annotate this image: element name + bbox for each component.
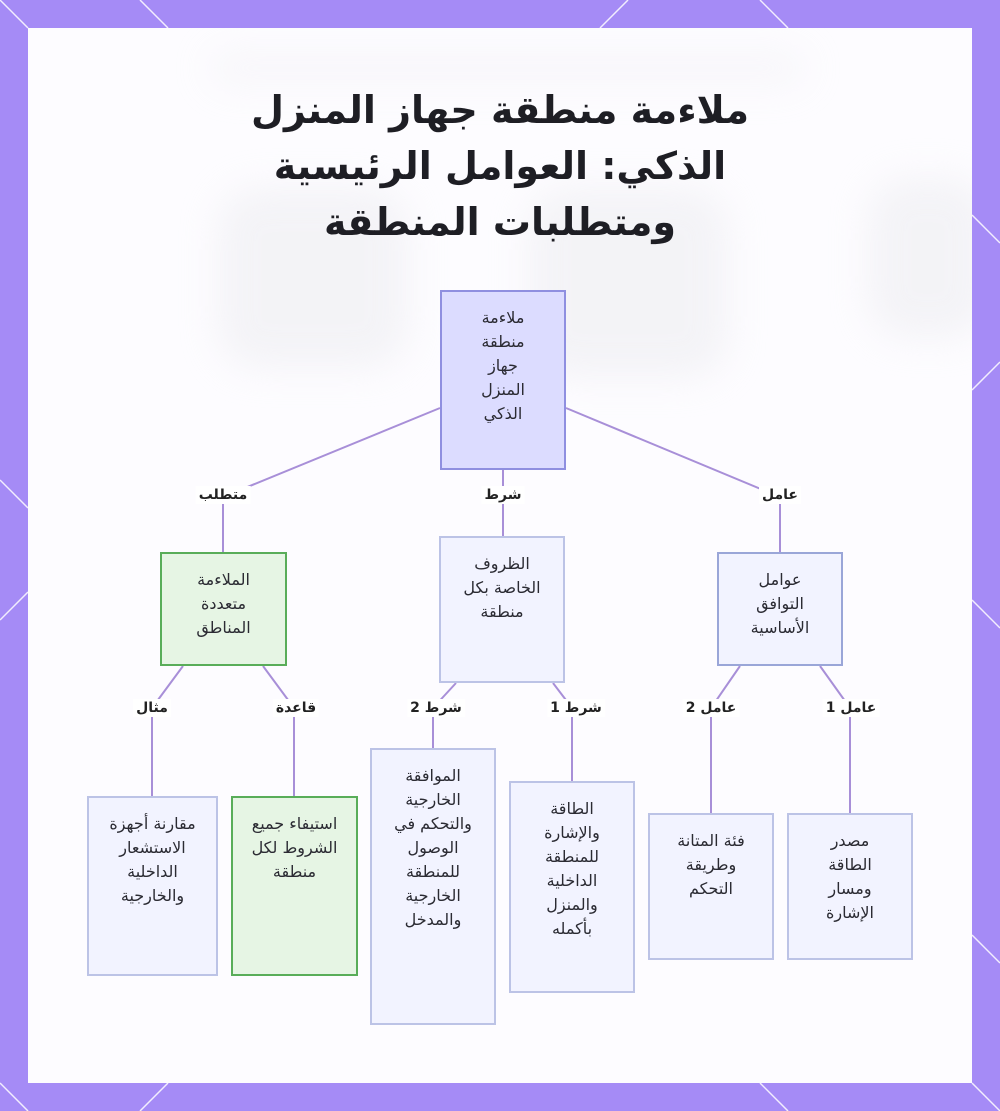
node-power-signal-label: مصدر الطاقة ومسار الإشارة [826,831,874,922]
node-compat-factors [717,552,843,666]
node-compat-factors-label: عوامل التوافق الأساسية [750,570,810,637]
edge-label-example: مثال [133,699,171,717]
node-power-signal [787,813,913,960]
edge-label-factor: عامل [759,486,801,504]
edge-label-condition1: شرط 1 [547,699,605,717]
node-outdoor-access [370,748,496,1025]
node-sensor-compare-label: مقارنة أجهزة الاستشعار الداخلية والخارجية [109,814,196,905]
edge-label-condition2: شرط 2 [407,699,465,717]
edge-label-condition: شرط [481,486,524,504]
node-all-conditions-label: استيفاء جميع الشروط لكل منطقة [251,814,338,881]
node-root [440,290,566,470]
node-outdoor-access-label: الموافقة الخارجية والتحكم في الوصول للمنطقة الخارجية والمدخل [394,766,472,929]
node-multizone [160,552,287,666]
edge-label-factor2: عامل 2 [683,699,740,717]
node-durability-control-label: فئة المتانة وطريقة التحكم [677,831,745,898]
edge-label-factor1: عامل 1 [823,699,880,717]
node-root-label: ملاءمة منطقة جهاز المنزل الذكي [481,308,525,423]
edge-label-rule: قاعدة [273,699,319,717]
node-zone-conditions-label: الظروف الخاصة بكل منطقة [463,554,541,621]
edge-label-requirement: متطلب [196,486,251,504]
node-indoor-power-label: الطاقة والإشارة للمنطقة الداخلية والمنزل بأكمله [544,799,600,938]
title-line: ومتطلبات المنطقة [323,200,677,244]
node-multizone-label: الملاءمة متعددة المناطق [196,570,251,637]
node-zone-conditions [439,536,565,683]
edge-conditions-indoor [553,683,572,781]
edge-compat-durability [711,666,740,813]
edge-root-compat [566,408,780,552]
edge-root-multizone [223,408,440,552]
node-durability-control [648,813,774,960]
node-all-conditions [231,796,358,976]
node-indoor-power [509,781,635,993]
edge-compat-power [820,666,850,813]
edge-multizone-allconditions [263,666,294,796]
title-line: الذكي: العوامل الرئيسية [273,144,727,188]
node-sensor-compare [87,796,218,976]
title-line: ملاءمة منطقة جهاز المنزل [250,88,750,132]
edge-multizone-sensorcompare [152,666,183,796]
